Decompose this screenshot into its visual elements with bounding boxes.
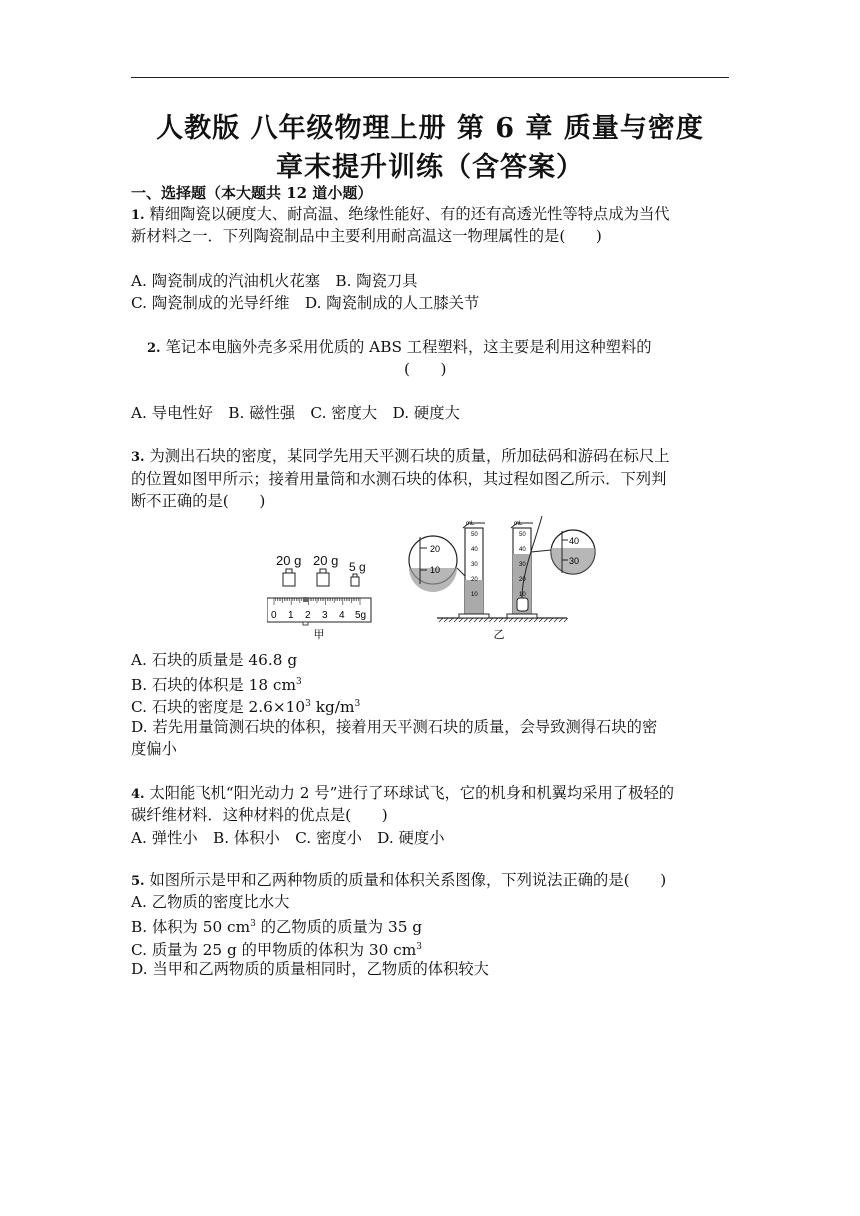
scale-label-3: 3 [322,610,328,621]
q2-text1: 笔记本电脑外壳多采用优质的 ABS 工程塑料，这主要是利用这种塑料的 [160,338,652,356]
cyl1-tick-20: 20 [471,577,478,583]
q2-options: A. 导电性好 B. 磁性强 C. 密度大 D. 硬度大 [131,404,460,422]
header-rule [131,77,729,78]
q3-option-b-sup: 3 [296,677,302,687]
weight1-label: 20 g [276,553,302,568]
cyl2-tick-20: 20 [519,577,526,583]
zoom1-tick-20: 20 [430,544,441,554]
q1-options-row2: C. 陶瓷制成的光导纤维 D. 陶瓷制成的人工膝关节 [131,294,480,312]
cyl2-tick-40: 40 [519,547,526,553]
q3-option-b-text: B. 石块的体积是 18 cm [131,676,297,695]
cyl1-tick-10: 10 [471,592,478,598]
q1-options-row1: A. 陶瓷制成的汽油机火花塞 B. 陶瓷刀具 [131,272,418,290]
q4-options: A. 弹性小 B. 体积小 C. 密度小 D. 硬度小 [131,829,445,847]
scale-label-1: 1 [288,610,294,621]
cyl2-tick-10: 10 [519,592,526,598]
section-heading: 一、选择题（本大题共 12 道小题） [131,184,373,202]
weight-20g-a [283,569,295,586]
page-title-line1: 人教版 八年级物理上册 第 6 章 质量与密度 [156,113,704,144]
scale-label-0: 0 [271,610,277,621]
q3-option-c [131,694,360,717]
q5-option-b-post: 的乙物质的质量为 35 g [255,918,423,937]
q5-text1: 如图所示是甲和乙两种物质的质量和体积关系图像，下列说法正确的是( ) [144,871,667,889]
q5-option-c-pre: C. 质量为 25 g 的甲物质的体积为 30 cm [131,941,417,960]
q3-figure [267,512,597,642]
zoom2-tick-40: 40 [569,536,580,546]
caption-jia: 甲 [313,629,325,641]
q3-text1: 为测出石块的密度，某同学先用天平测石块的质量，所加砝码和游码在标尺上 [144,447,670,465]
cyl2-tick-50: 50 [519,532,526,538]
cyl2-tick-30: 30 [519,562,526,568]
q5-option-c-sup: 3 [416,942,422,952]
q1-line1 [131,204,670,226]
cyl1-unit: mL [466,521,475,527]
q3-line3: 断不正确的是( ) [131,492,266,510]
weight3-label: 5 g [349,560,366,574]
scale-label-4: 4 [339,610,345,621]
q3-option-a: A. 石块的质量是 46.8 g [131,651,298,669]
q1-number: 1. [131,208,145,223]
q3-line1 [131,446,670,468]
zoom-circle-right [531,530,595,574]
caption-yi: 乙 [493,629,505,641]
rider [303,597,308,602]
scale-label-5: 5g [355,610,367,621]
q3-number: 3. [131,450,145,465]
q3-option-d-line2: 度偏小 [131,740,177,758]
zoom2-tick-30: 30 [569,556,580,566]
page-title-line2: 章末提升训练（含答案） [276,152,584,183]
weight-20g-b [317,569,329,586]
q4-line1 [131,783,674,805]
q3-option-c-sup1: 3 [305,699,311,709]
q5-option-b [131,914,422,937]
zoom1-tick-10: 10 [430,565,441,575]
cyl1-tick-30: 30 [471,562,478,568]
q5-number: 5. [131,874,145,889]
q5-option-c [131,937,422,960]
q5-line1 [131,870,666,892]
q2-line1 [147,337,652,359]
weight-5g [351,574,359,586]
q1-line2: 新材料之一．下列陶瓷制品中主要利用耐高温这一物理属性的是( ) [131,227,602,245]
q5-option-b-sup: 3 [250,919,256,929]
q3-option-d-line1: D. 若先用量筒测石块的体积，接着用天平测石块的质量，会导致测得石块的密 [131,718,658,736]
q5-option-b-pre: B. 体积为 50 cm [131,918,251,937]
q4-line2: 碳纤维材料．这种材料的优点是( ) [131,806,388,824]
q5-option-a: A. 乙物质的密度比水大 [131,893,290,911]
rider-base [303,622,308,625]
q2-number: 2. [147,341,161,356]
q4-text1: 太阳能飞机“阳光动力 2 号”进行了环球试飞，它的机身和机翼均采用了极轻的 [144,784,675,802]
q2-line2: ( ) [404,360,447,378]
q3-option-c-sup2: 3 [354,699,361,709]
q3-option-c-unit: kg/m [310,698,355,717]
cyl2-unit: mL [514,521,523,527]
cyl1-tick-50: 50 [471,532,478,538]
q1-text1: 精细陶瓷以硬度大、耐高温、绝缘性能好、有的还有高透光性等特点成为当代 [144,205,670,223]
weight2-label: 20 g [313,553,339,568]
q3-line2: 的位置如图甲所示；接着用量筒和水测石块的体积，其过程如图乙所示．下列判 [131,470,667,488]
q3-option-c-text: C. 石块的密度是 2.6×10 [131,698,306,717]
q3-option-b [131,672,302,695]
cyl1-tick-40: 40 [471,547,478,553]
q4-number: 4. [131,787,145,802]
scale-label-2: 2 [305,610,311,621]
q5-option-d: D. 当甲和乙两物质的质量相同时，乙物质的体积较大 [131,960,489,978]
